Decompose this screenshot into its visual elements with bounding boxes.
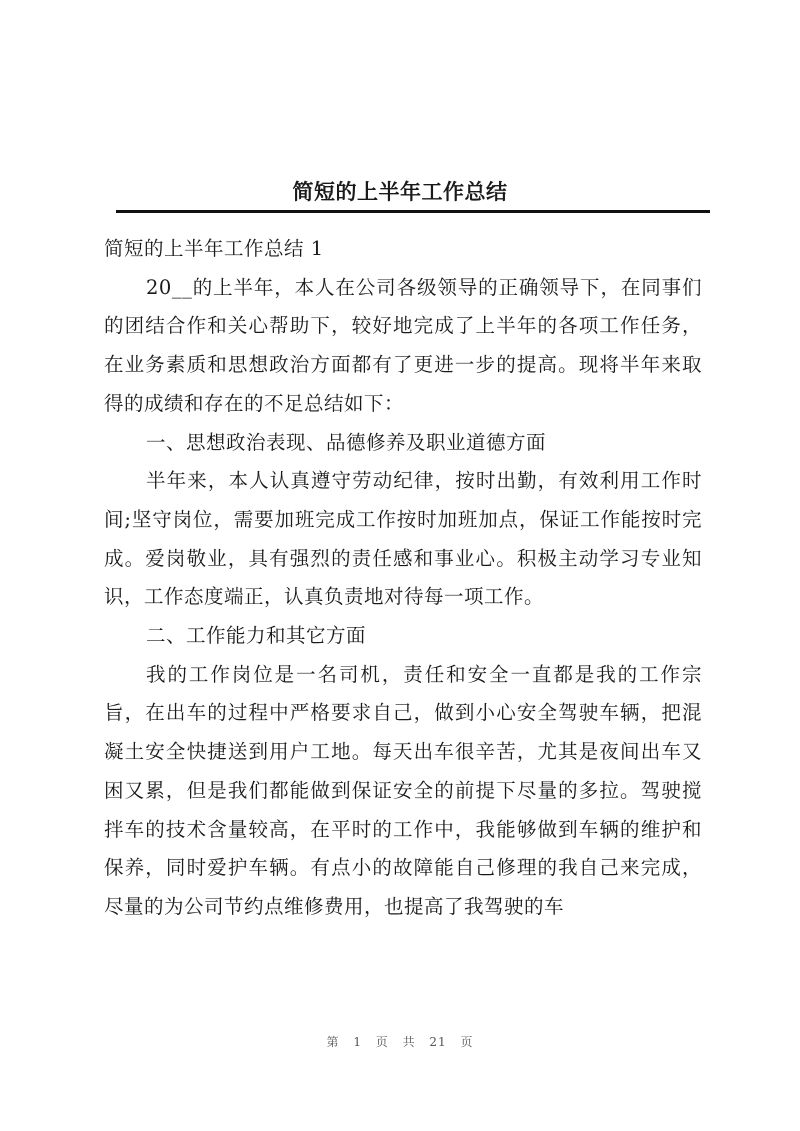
section-heading: 简短的上半年工作总结 1: [104, 237, 324, 260]
document-body: [104, 230, 702, 927]
paragraph-work-discipline: 半年来，本人认真遵守劳动纪律，按时出勤，有效利用工作时间;坚守岗位，需要加班完成工作按时加班加点，保证工作能按时完成。爱岗敬业，具有强烈的责任感和事业心。积极主动学习专业知识，工作态度端正，认真负责地对待每一项工作。: [104, 469, 702, 609]
heading-political-conduct: 一、思想政治表现、品德修养及职业道德方面: [146, 430, 547, 454]
page-number-footer: 第 1 页 共 21 页: [326, 1035, 474, 1049]
document-title: 简短的上半年工作总结: [292, 180, 508, 205]
paragraph-driver-duties: 我的工作岗位是一名司机，责任和安全一直都是我的工作宗旨，在出车的过程中严格要求自己，做到小心安全驾驶车辆，把混凝土安全快捷送到用户工地。每天出车很辛苦，尤其是夜间出车又困又累，但是我们都能做到保证安全的前提下尽量的多拉。驾驶搅拌车的技术含量较高，在平时的工作中，我能够做到车辆的维护和保养，同时爱护车辆。有点小的故障能自己修理的我自己来完成，尽量的为公司节约点维修费用，也提高了我驾驶的车: [104, 662, 702, 918]
heading-work-ability: 二、工作能力和其它方面: [146, 624, 367, 648]
paragraph-intro: 20__的上半年，本人在公司各级领导的正确领导下，在同事们的团结合作和关心帮助下，较好地完成了上半年的各项工作任务，在业务素质和思想政治方面都有了更进一步的提高。现将半年来取得的成绩和存在的不足总结如下：: [104, 275, 702, 415]
title-divider: [116, 210, 710, 213]
